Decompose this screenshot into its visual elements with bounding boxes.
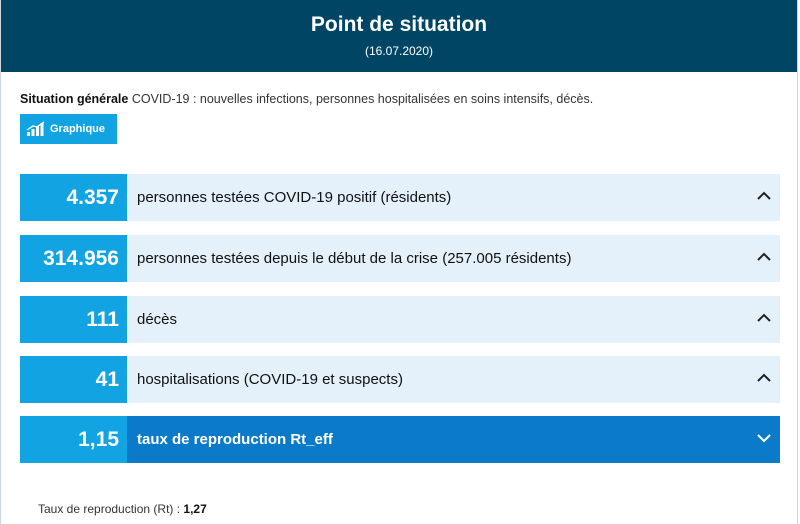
chevron-up-icon[interactable] bbox=[756, 310, 772, 326]
intro-bold: Situation générale bbox=[20, 92, 129, 106]
chevron-up-icon[interactable] bbox=[756, 249, 772, 265]
chevron-up-icon[interactable] bbox=[756, 188, 772, 204]
stat-label-box bbox=[127, 356, 780, 403]
page-title: Point de situation bbox=[310, 13, 488, 36]
chevron-up-icon[interactable] bbox=[756, 370, 772, 386]
stat-label-box bbox=[127, 416, 780, 463]
stat-row-tested[interactable] bbox=[20, 235, 780, 282]
chart-button-label: Graphique bbox=[50, 123, 106, 135]
stat-label-box bbox=[127, 174, 780, 221]
stat-label: personnes testées depuis le début de la crise (257.005 résidents) bbox=[137, 250, 572, 267]
stat-label: décès bbox=[137, 311, 178, 328]
reproduction-note bbox=[38, 502, 207, 516]
reproduction-label: Taux de reproduction (Rt) : bbox=[38, 502, 184, 516]
stat-label-box bbox=[127, 235, 780, 282]
stat-label: personnes testées COVID-19 positif (résidents) bbox=[137, 189, 452, 206]
stat-row-hospital[interactable] bbox=[20, 356, 780, 403]
stat-label: hospitalisations (COVID-19 et suspects) bbox=[137, 371, 403, 388]
stat-label: taux de reproduction Rt_eff bbox=[137, 431, 333, 448]
intro-description: COVID-19 : nouvelles infections, personnes hospitalisées en soins intensifs, décès. bbox=[128, 92, 594, 106]
stat-value: 41 bbox=[20, 356, 127, 403]
bar-chart-icon bbox=[26, 121, 46, 137]
stat-value: 111 bbox=[20, 296, 127, 343]
stat-value: 1,15 bbox=[20, 416, 127, 463]
intro-text bbox=[20, 92, 593, 106]
stat-label-box bbox=[127, 296, 780, 343]
header bbox=[1, 0, 797, 72]
stat-row-reproduction[interactable] bbox=[20, 416, 780, 463]
stat-row-positive[interactable] bbox=[20, 174, 780, 221]
stat-row-deaths[interactable] bbox=[20, 296, 780, 343]
page-date: (16.07.2020) bbox=[364, 44, 434, 58]
chevron-down-icon[interactable] bbox=[756, 430, 772, 446]
reproduction-value: 1,27 bbox=[183, 502, 207, 516]
chart-button[interactable] bbox=[20, 114, 117, 144]
stat-value: 4.357 bbox=[20, 174, 127, 221]
stat-value: 314.956 bbox=[20, 235, 127, 282]
